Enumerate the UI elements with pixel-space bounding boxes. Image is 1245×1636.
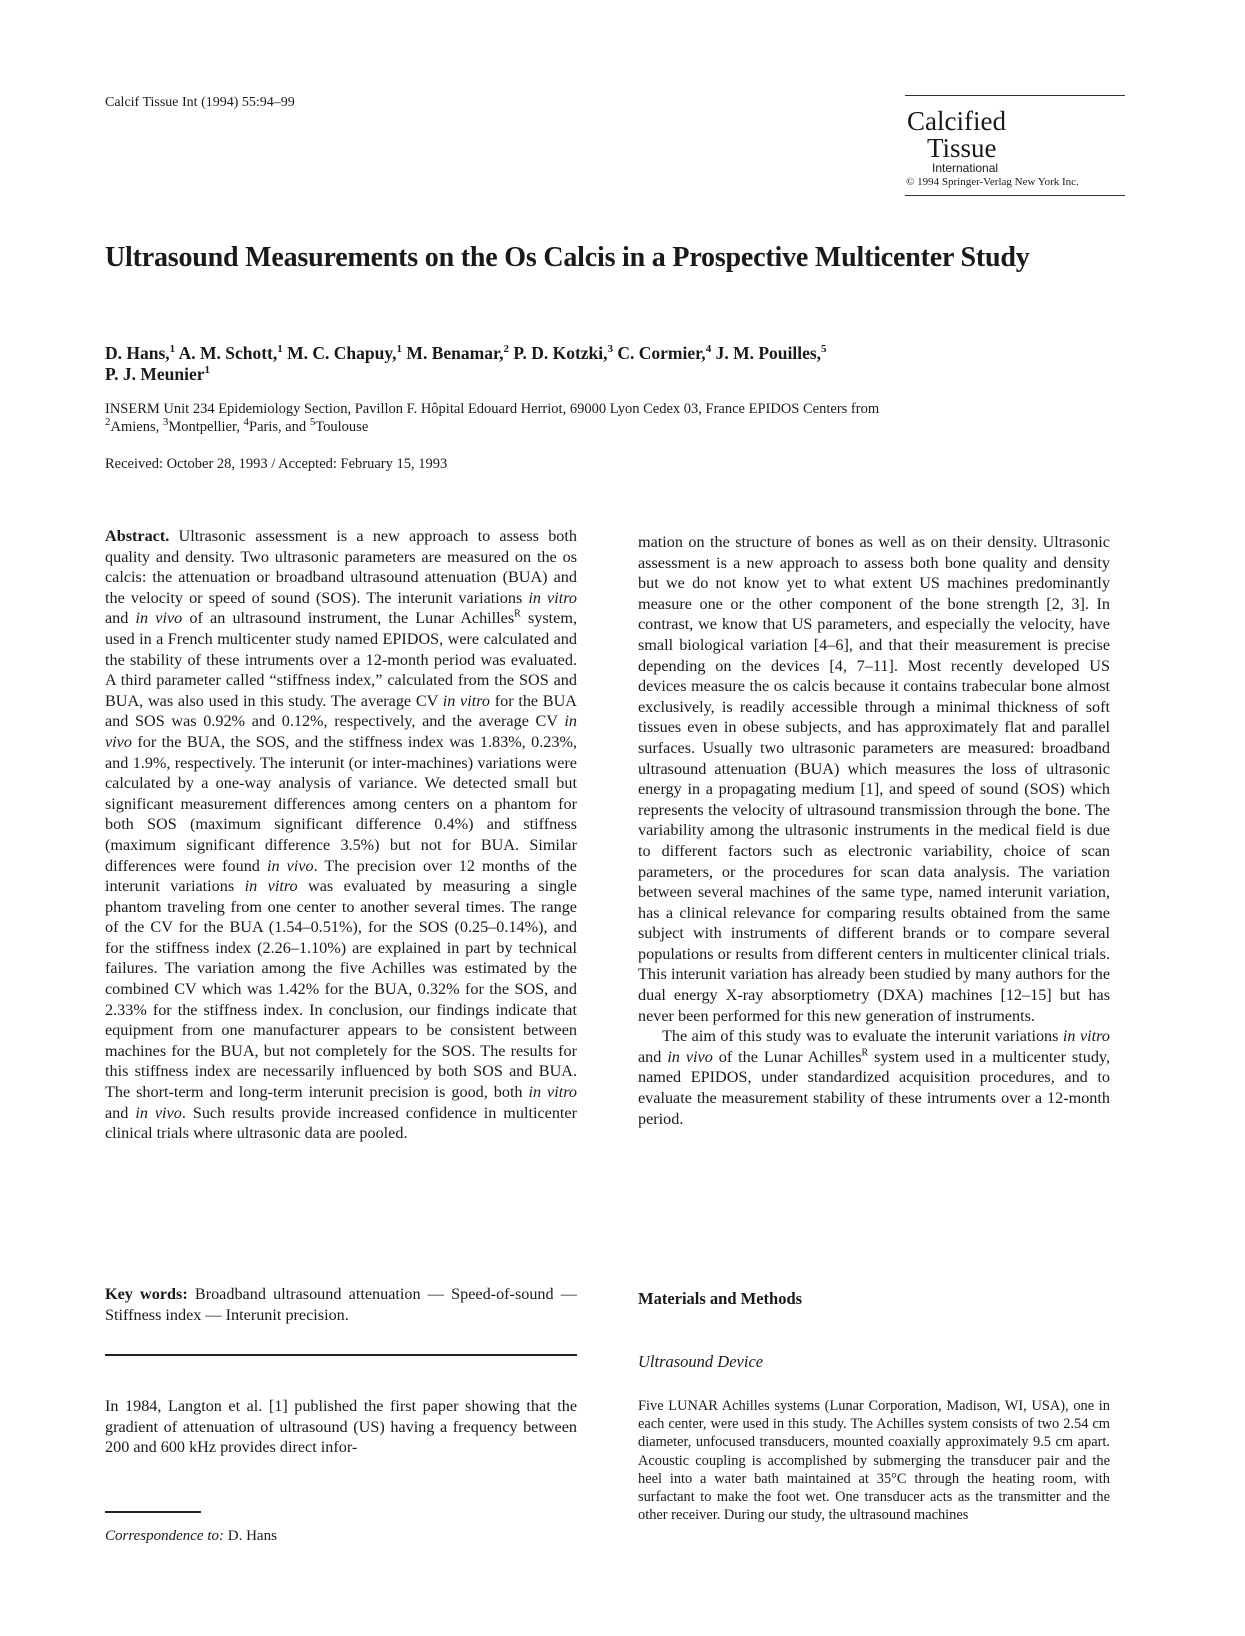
author-name: A. M. Schott, xyxy=(178,343,278,363)
article-title: Ultrasound Measurements on the Os Calcis in a Prospective Multicenter Study xyxy=(105,242,1030,273)
author-affiliation-number: 5 xyxy=(821,343,827,356)
author xyxy=(513,343,613,363)
abstract-segment: in vitro xyxy=(442,691,491,710)
abstract-segment: R xyxy=(514,608,521,620)
author-name: D. Hans, xyxy=(105,343,170,363)
author-affiliation-number: 4 xyxy=(705,343,712,356)
author-affiliation-number: 1 xyxy=(204,364,210,377)
abstract-segment: was evaluated by measuring a single phantom traveling from one center to another several times. The range of the CV for the BUA (1.54–0.51%), for the SOS (0.25–0.14%), and for the stiffness index (2.26–1.10%) are explained in part by technical failures. The variation among the five Achilles was estimated by the combined CV which was 1.42% for the BUA, 0.32% for the SOS, and 2.33% for the stiffness index. In conclusion, our findings indicate that equipment from one manufacturer appears to be consistent between machines for the BUA, but not completely for the SOS. The results for this stiffness index are necessarily influenced by both SOS and BUA. The short-term and long-term interunit precision is good, both xyxy=(105,877,577,1102)
introduction-start xyxy=(105,1396,577,1458)
center-number: 5 xyxy=(309,416,316,429)
abstract-separator-rule xyxy=(105,1354,577,1356)
aim-segment: R xyxy=(861,1047,869,1059)
author-name: C. Cormier, xyxy=(617,343,706,363)
abstract xyxy=(105,526,577,1144)
center-number: 2 xyxy=(105,416,111,429)
logo-line-tissue: Tissue xyxy=(927,133,997,163)
center-number: 4 xyxy=(243,416,249,429)
author xyxy=(179,343,283,363)
study-aim-paragraph xyxy=(638,1026,1110,1129)
center-name: Paris, and xyxy=(249,419,310,435)
abstract-segment: for the BUA, the SOS, and the stiffness index was 1.83%, 0.23%, and 1.9%, respectively. The interunit (or inter-machines) variations were calculated by a one-way analysis of variance. We detected small but significant measurement differences among centers on a phantom for both SOS (maximum significant difference 0.4%) and stiffness (maximum significant difference 3.5%) but not for BUA. Similar differences were found xyxy=(105,732,577,875)
affiliation-main: INSERM Unit 234 Epidemiology Section, Pavillon F. Hôpital Edouard Herriot, 69000 Lyon Cedex 03, France EPIDOS Centers from xyxy=(105,401,880,417)
keywords xyxy=(105,1284,577,1325)
author xyxy=(287,343,402,363)
author xyxy=(716,343,827,363)
author-name: J. M. Pouilles, xyxy=(715,343,822,363)
journal-reference: Calcif Tissue Int (1994) 55:94–99 xyxy=(105,95,295,110)
correspondence-label: Correspondence to: xyxy=(105,1528,225,1544)
logo-line-calcified: Calcified xyxy=(907,106,1006,136)
aim-segment: and xyxy=(638,1047,668,1066)
ultrasound-device-paragraph: Five LUNAR Achilles systems (Lunar Corporation, Madison, WI, USA), one in each center, were used in this study. The Achilles system consists of two 2.54 cm diameter, unfocused transducers, mounted coaxially approximately 9.5 cm apart. Acoustic coupling is accomplished by submerging the transducer pair and the heel into a water bath maintained at 35°C through the heating room, with surfactant to make the foot wet. One transducer acts as the transmitter and the other receiver. During our study, the ultrasound machines xyxy=(638,1398,1110,1524)
author xyxy=(406,343,509,363)
introduction-continued xyxy=(638,532,1110,1129)
author-list xyxy=(105,343,1135,385)
keywords-text: Broadband ultrasound attenuation — Speed-of-sound — Stiffness index — Interunit precision. xyxy=(105,1285,577,1324)
abstract-segment: . The precision over 12 months of the interunit variations xyxy=(105,856,577,896)
abstract-text xyxy=(105,527,577,1142)
footnote-rule xyxy=(105,1511,201,1513)
author-affiliation-number: 2 xyxy=(503,343,509,356)
abstract-segment: Ultrasonic assessment is a new approach to assess both quality and density. Two ultrasonic parameters are measured on the os calcis: the attenuation or broadband ultrasound attenuation (BUA) and the velocity or speed of sound (SOS). The interunit variations xyxy=(105,527,577,607)
intro-paragraph: In 1984, Langton et al. [1] published the first paper showing that the gradient of attenuation of ultrasound (US) having a frequency between 200 and 600 kHz provides direct infor- xyxy=(105,1397,577,1457)
affiliation-centers xyxy=(105,416,369,435)
abstract-segment: in vivo xyxy=(105,712,577,751)
abstract-segment: in vitro xyxy=(528,588,577,607)
aim-segment: of the Lunar Achilles xyxy=(712,1047,862,1066)
author-affiliation-number: 1 xyxy=(396,343,403,356)
center-number: 3 xyxy=(162,416,169,429)
aim-segment: system used in a multicenter study, named EPIDOS, under standardized acquisition procedures, and to evaluate the measurement stability of these intruments over a 12-month period. xyxy=(638,1047,1110,1128)
keywords-label: Key words: xyxy=(105,1285,188,1303)
author xyxy=(617,343,711,363)
aim-segment: in vivo xyxy=(667,1047,713,1066)
author-affiliation-number: 1 xyxy=(169,343,176,356)
author-name: P. J. Meunier xyxy=(105,364,205,384)
author-name: P. D. Kotzki, xyxy=(513,343,608,363)
center-name: Montpellier, xyxy=(168,419,244,435)
journal-logo xyxy=(905,95,1125,196)
logo-bottom-rule xyxy=(905,195,1125,196)
affiliations xyxy=(105,400,1145,436)
abstract-segment: in vitro xyxy=(244,877,298,896)
author-affiliation-number: 3 xyxy=(607,343,614,356)
author-name: M. Benamar, xyxy=(406,343,504,363)
correspondence-footnote xyxy=(105,1528,277,1545)
subsection-heading-ultrasound-device: Ultrasound Device xyxy=(638,1352,764,1371)
abstract-segment: . Such results provide increased confidence in multicenter clinical trials where ultrasonic data are pooled. xyxy=(105,1103,577,1143)
aim-segment: in vitro xyxy=(1062,1027,1110,1046)
intro-paragraph-continued: mation on the structure of bones as well as on their density. Ultrasonic assessment is a new approach to assess both bone quality and density but we do not know yet to what extent US machines predominantly measure one or the other component of the bone strength [2, 3]. In contrast, we know that US parameters, and especially the velocity, have small biological variation [4–6], and that their measurement is precise depending on the devices [4, 7–11]. Most recently developed US devices measure the os calcis because it contains trabecular bone almost exclusively, is readily accessible through a minimal thickness of soft tissues even in obese subjects, and has approximately flat and parallel surfaces. Usually two ultrasonic parameters are measured: broadband ultrasound attenuation (BUA) which measures the loss of ultrasonic energy in a propagating medium [1], and speed of sound (SOS) which represents the velocity of ultrasound transmission through the bone. The variability among the ultrasonic instruments in the medical field is due to different factors such as electronic variability, choice of scan parameters, or the procedures for scan data analysis. The variation between several machines of the same type, named interunit variation, has a clinical relevance for comparing results obtained from the same subject with instruments of different brands or to compare several populations or results from different centers in multicenter clinical trials. This interunit variation has already been studied by many authors for the dual energy X-ray absorptiometry (DXA) machines [12–15] but has never been performed for this new generation of instruments. xyxy=(638,533,1110,1025)
received-accepted-dates: Received: October 28, 1993 / Accepted: February 15, 1993 xyxy=(105,456,448,472)
abstract-segment: in vivo xyxy=(266,856,314,875)
correspondence-name: D. Hans xyxy=(224,1528,277,1544)
abstract-segment: system, used in a French multicenter study named EPIDOS, were calculated and the stability of these intruments over a 12-month period was evaluated. A third parameter called “stiffness index,” calculated from the SOS and BUA, was also used in this study. The average CV xyxy=(105,609,577,710)
abstract-segment: in vitro xyxy=(528,1083,577,1102)
abstract-segment: for the BUA and SOS was 0.92% and 0.12%, respectively, and the average CV xyxy=(105,691,577,731)
copyright-notice: © 1994 Springer-Verlag New York Inc. xyxy=(906,176,1079,188)
author-name: M. C. Chapuy, xyxy=(287,343,397,363)
section-heading-materials-methods: Materials and Methods xyxy=(638,1289,803,1308)
abstract-segment: in vivo xyxy=(135,1103,182,1122)
abstract-segment: and xyxy=(105,1103,136,1122)
center-name: Toulouse xyxy=(315,419,369,435)
author-affiliation-number: 1 xyxy=(277,343,283,356)
abstract-segment: of an ultrasound instrument, the Lunar Achilles xyxy=(182,609,515,628)
author xyxy=(105,364,210,384)
logo-line-international: International xyxy=(932,161,999,175)
author xyxy=(105,343,175,363)
abstract-label: Abstract. xyxy=(105,527,170,545)
aim-segment: The aim of this study was to evaluate the interunit variations xyxy=(662,1027,1063,1046)
logo-top-rule xyxy=(905,95,1125,96)
center-name: Amiens, xyxy=(110,419,163,435)
abstract-segment: and xyxy=(105,609,136,628)
abstract-segment: in vivo xyxy=(135,609,183,628)
